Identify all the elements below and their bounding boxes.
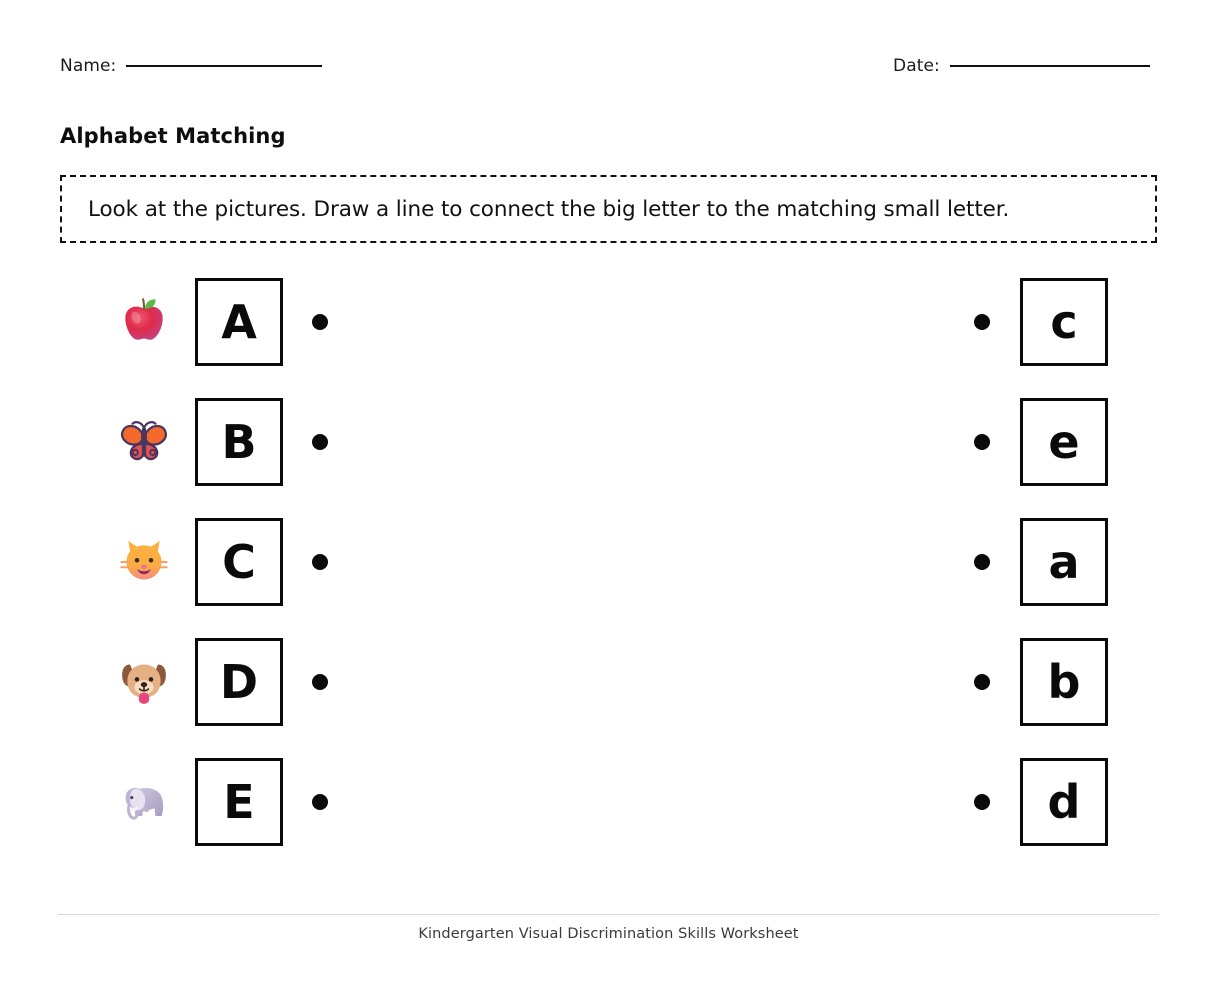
uppercase-letter-box[interactable] [195,398,283,486]
left-connector-dot[interactable] [312,794,328,810]
apple-icon [113,280,175,364]
match-row [0,278,1217,366]
cat-icon [113,520,175,604]
uppercase-letter-box[interactable] [195,758,283,846]
instruction-text: Look at the pictures. Draw a line to connect the big letter to the matching small letter. [88,196,1010,222]
uppercase-letter: B [221,415,257,469]
uppercase-letter-box[interactable] [195,278,283,366]
dog-icon [113,640,175,724]
uppercase-letter: D [219,655,259,709]
left-connector-dot[interactable] [312,674,328,690]
left-connector-dot[interactable] [312,554,328,570]
footer-divider [58,914,1159,915]
lowercase-letter: e [1048,415,1080,469]
lowercase-letter-box[interactable] [1020,758,1108,846]
lowercase-letter-box[interactable] [1020,518,1108,606]
lowercase-letter: b [1047,655,1081,709]
right-connector-dot[interactable] [974,674,990,690]
date-write-line[interactable] [950,65,1150,67]
name-label: Name: [60,56,117,76]
match-row [0,518,1217,606]
right-connector-dot[interactable] [974,554,990,570]
right-connector-dot[interactable] [974,434,990,450]
date-field[interactable] [893,56,1150,76]
uppercase-letter-box[interactable] [195,638,283,726]
uppercase-letter-box[interactable] [195,518,283,606]
right-connector-dot[interactable] [974,314,990,330]
page-title: Alphabet Matching [60,124,286,148]
elephant-icon [113,760,175,844]
match-row [0,398,1217,486]
header-fields [60,56,1158,90]
lowercase-letter-box[interactable] [1020,278,1108,366]
left-connector-dot[interactable] [312,314,328,330]
instruction-box [60,175,1157,243]
footer-caption: Kindergarten Visual Discrimination Skills Worksheet [418,926,799,942]
lowercase-letter: d [1047,775,1081,829]
matching-area [0,278,1217,878]
name-field[interactable] [60,56,322,76]
uppercase-letter: C [222,535,256,589]
lowercase-letter-box[interactable] [1020,398,1108,486]
match-row [0,638,1217,726]
lowercase-letter: c [1050,295,1078,349]
match-row [0,758,1217,846]
butterfly-icon [113,400,175,484]
name-write-line[interactable] [126,65,322,67]
lowercase-letter: a [1048,535,1080,589]
date-label: Date: [893,56,940,76]
lowercase-letter-box[interactable] [1020,638,1108,726]
uppercase-letter: E [223,775,255,829]
uppercase-letter: A [221,295,257,349]
right-connector-dot[interactable] [974,794,990,810]
left-connector-dot[interactable] [312,434,328,450]
